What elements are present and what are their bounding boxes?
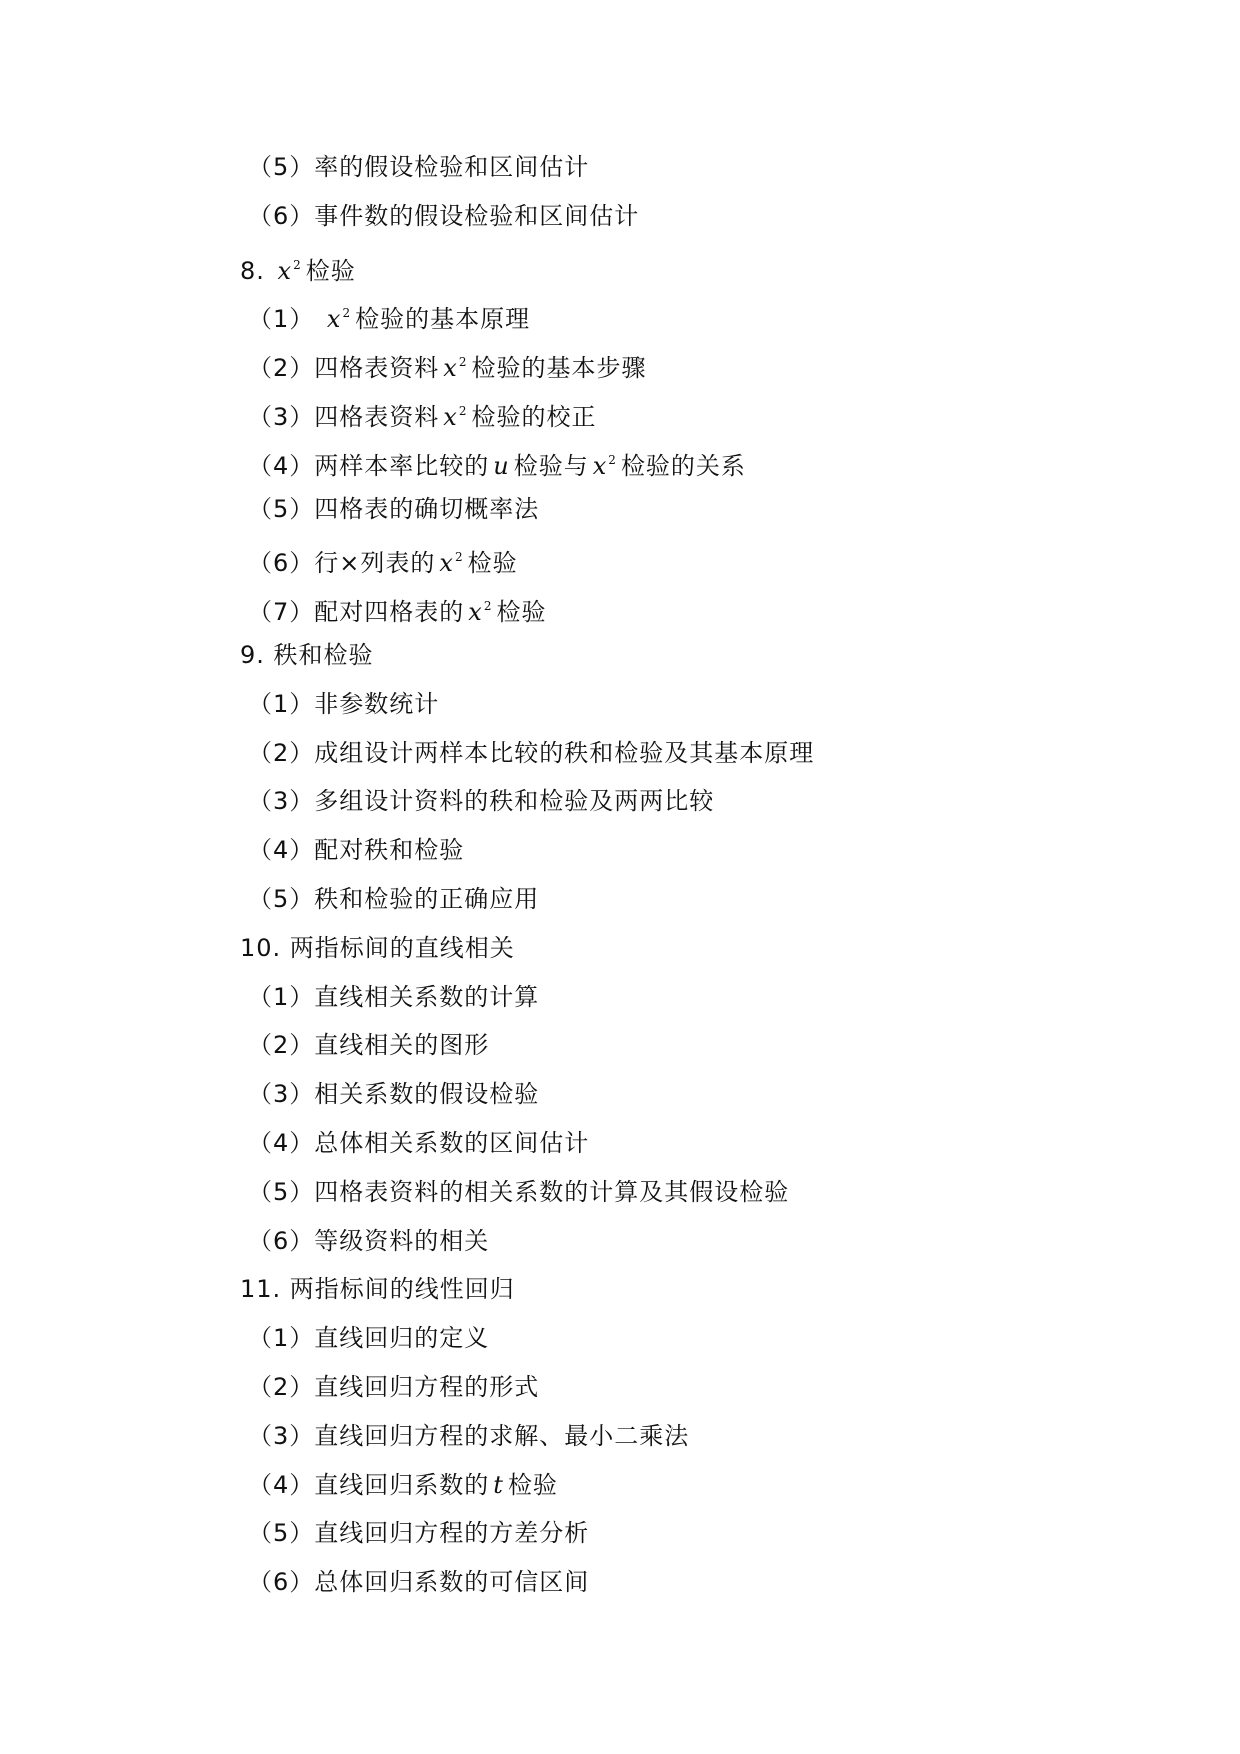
math-base: x	[326, 305, 342, 334]
outline-item	[0, 680, 1240, 729]
line-text: （2）成组设计两样本比较的秩和检验及其基本原理	[248, 738, 815, 767]
outline-item	[0, 1217, 1240, 1266]
chi-square-symbol	[439, 549, 463, 577]
line-text: （5）直线回归方程的方差分析	[248, 1519, 590, 1548]
line-text: 11. 两指标间的线性回归	[240, 1275, 515, 1304]
line-text: （3）四格表资料	[248, 402, 440, 431]
line-text: （3）相关系数的假设检验	[248, 1080, 540, 1109]
outline-item	[0, 338, 1240, 387]
chi-square-symbol	[443, 403, 467, 431]
chi-square-symbol	[468, 598, 492, 626]
line-text: （5）四格表资料的相关系数的计算及其假设检验	[248, 1177, 790, 1206]
line-text: 检验的校正	[471, 402, 597, 431]
outline-item	[0, 826, 1240, 875]
math-superscript: 2	[454, 550, 464, 565]
line-text: 检验	[496, 598, 547, 627]
chi-square-symbol	[593, 452, 617, 480]
math-base: x	[468, 598, 483, 627]
line-text: 检验与	[513, 451, 589, 480]
line-text: （2）直线相关的图形	[248, 1031, 490, 1060]
line-text: 检验	[305, 256, 356, 285]
line-text: （4）配对秩和检验	[248, 836, 465, 865]
math-variable: t	[493, 1470, 504, 1499]
line-text: 检验的基本步骤	[471, 354, 647, 383]
outline-item	[0, 1363, 1240, 1412]
line-text: （1）	[248, 305, 323, 334]
line-text: 检验的关系	[620, 451, 746, 480]
line-text: （3）多组设计资料的秩和检验及两两比较	[248, 787, 715, 816]
math-base: x	[592, 451, 608, 480]
line-text: （5）秩和检验的正确应用	[248, 884, 540, 913]
line-text: （4）总体相关系数的区间估计	[248, 1128, 590, 1157]
math-superscript: 2	[342, 306, 352, 321]
outline-item	[0, 1314, 1240, 1363]
math-base: x	[439, 549, 454, 578]
section-heading	[0, 924, 1240, 973]
line-text: 检验的基本原理	[355, 305, 531, 334]
line-text: （1）直线回归的定义	[248, 1324, 490, 1353]
line-text: （6）总体回归系数的可信区间	[248, 1568, 590, 1597]
line-text: （6）等级资料的相关	[248, 1226, 490, 1255]
outline-item	[0, 1412, 1240, 1461]
line-text: 8.	[240, 256, 274, 285]
math-superscript: 2	[458, 355, 468, 370]
math-superscript: 2	[458, 403, 468, 418]
outline-item	[0, 1119, 1240, 1168]
line-text: （1）直线相关系数的计算	[248, 982, 540, 1011]
outline-item	[0, 533, 1240, 582]
outline-item	[0, 777, 1240, 826]
outline-item	[0, 436, 1240, 485]
line-text: 检验	[507, 1470, 558, 1499]
line-text: （7）配对四格表的	[248, 598, 465, 627]
math-base: x	[443, 354, 458, 383]
math-base: x	[277, 256, 293, 285]
math-superscript: 2	[483, 599, 493, 614]
line-text: （2）四格表资料	[248, 354, 440, 383]
math-variable: u	[493, 451, 510, 480]
outline-item	[0, 729, 1240, 778]
outline-item	[0, 875, 1240, 924]
section-heading	[0, 1265, 1240, 1314]
line-text: 检验	[467, 549, 518, 578]
line-text: 10. 两指标间的直线相关	[240, 933, 515, 962]
outline-item	[0, 1558, 1240, 1607]
outline-list	[0, 143, 1240, 1607]
line-text: （4）直线回归系数的	[248, 1470, 490, 1499]
line-text: （6）行×列表的	[248, 549, 436, 578]
math-base: x	[443, 402, 458, 431]
outline-item	[0, 973, 1240, 1022]
chi-square-symbol	[443, 354, 467, 382]
line-text: 9. 秩和检验	[240, 640, 374, 669]
outline-item	[0, 1168, 1240, 1217]
math-superscript: 2	[608, 452, 617, 467]
outline-item	[0, 485, 1240, 534]
outline-item	[0, 1070, 1240, 1119]
outline-item	[0, 1461, 1240, 1510]
outline-item	[0, 582, 1240, 631]
chi-square-symbol	[278, 257, 302, 285]
section-heading	[0, 241, 1240, 290]
line-text: （3）直线回归方程的求解、最小二乘法	[248, 1421, 690, 1450]
line-text: （5）四格表的确切概率法	[248, 494, 540, 523]
outline-item	[0, 1509, 1240, 1558]
line-text: （5）率的假设检验和区间估计	[248, 153, 590, 181]
line-text: （2）直线回归方程的形式	[248, 1372, 540, 1401]
outline-item	[0, 192, 1240, 241]
line-text: （4）两样本率比较的	[248, 451, 490, 480]
outline-item	[0, 1021, 1240, 1070]
line-text: （6）事件数的假设检验和区间估计	[248, 201, 640, 230]
outline-item	[0, 289, 1240, 338]
chi-square-symbol	[327, 305, 351, 333]
section-heading	[0, 631, 1240, 680]
line-text: （1）非参数统计	[248, 689, 440, 718]
outline-item	[0, 387, 1240, 436]
outline-item	[0, 143, 1240, 192]
math-superscript: 2	[293, 257, 302, 272]
